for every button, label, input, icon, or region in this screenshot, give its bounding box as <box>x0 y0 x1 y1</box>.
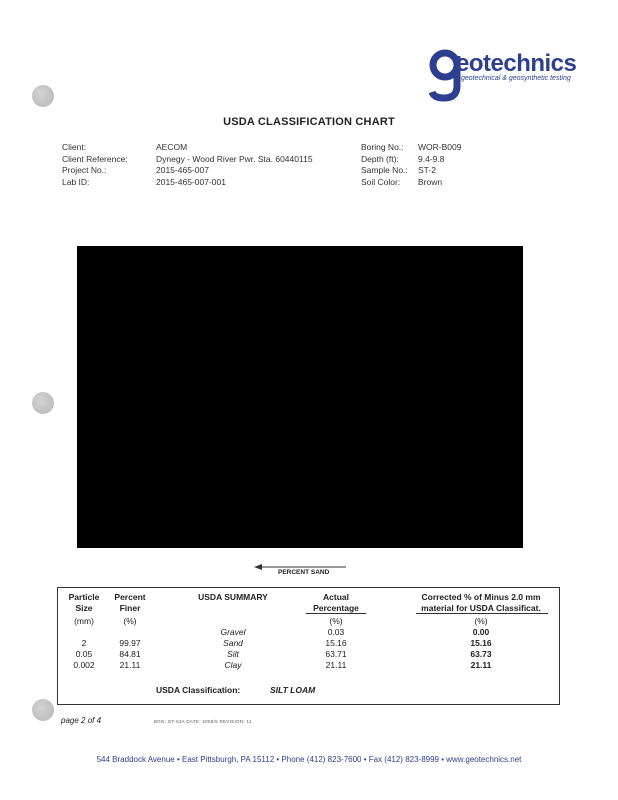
row-clay-name: Clay <box>224 660 242 670</box>
info-right-values <box>418 142 461 188</box>
header-percent-line1: Percent <box>114 592 146 602</box>
header-actual-line1: Actual <box>323 592 349 602</box>
classification-label: USDA Classification: <box>156 685 241 695</box>
row-sand-corrected: 15.16 <box>470 638 492 648</box>
soil-color-value: Brown <box>418 176 443 187</box>
lab-id-value: 2015-465-007-001 <box>156 176 226 187</box>
row-clay-size: 0.002 <box>73 660 95 670</box>
punch-hole-bottom <box>32 699 54 721</box>
soil-color-label: Soil Color: <box>361 176 401 187</box>
row-sand-actual: 15.16 <box>325 638 347 648</box>
header-actual-percentage <box>296 592 376 614</box>
row-silt-size: 0.05 <box>75 649 93 659</box>
project-no-label: Project No.: <box>62 165 107 175</box>
page-number: page 2 of 4 <box>61 716 102 725</box>
geotechnics-logo <box>428 44 588 106</box>
header-usda-summary: USDA SUMMARY <box>198 592 268 602</box>
depth-value: 9.4-9.8 <box>418 153 445 164</box>
lab-id-label: Lab ID: <box>62 176 90 187</box>
row-silt-actual: 63.71 <box>325 649 347 659</box>
unit-particle: (mm) <box>74 616 94 626</box>
header-particle-line1: Particle <box>68 592 100 602</box>
client-label: Client: <box>62 142 87 152</box>
client-value: AECOM <box>156 142 188 152</box>
row-clay-actual: 21.11 <box>325 660 347 670</box>
footer-address: 544 Braddock Avenue • East Pittsburgh, PA 15112 • Phone (412) 823-7600 • Fax (412) 823-8999 • www.geotechnics.net <box>96 755 522 764</box>
unit-actual: (%) <box>329 616 343 626</box>
row-gravel-name: Gravel <box>220 627 246 637</box>
unit-percent: (%) <box>123 616 137 626</box>
punch-hole-middle <box>32 392 54 414</box>
header-particle-size <box>58 592 110 614</box>
corrected-header-underline <box>416 613 548 614</box>
header-actual-line2: Percentage <box>313 603 359 613</box>
header-corrected-line2: material for USDA Classificat. <box>421 603 541 613</box>
logo-wordmark: eotechnics <box>456 50 577 77</box>
client-reference-label: Client Reference: <box>62 153 128 164</box>
row-clay-finer: 21.11 <box>119 660 141 670</box>
percent-sand-label: PERCENT SAND <box>278 569 330 576</box>
row-sand-size: 2 <box>81 638 87 648</box>
boring-no-label: Boring No.: <box>361 142 404 152</box>
info-right-labels <box>361 142 408 188</box>
depth-label: Depth (ft): <box>361 153 399 164</box>
page-title: USDA CLASSIFICATION CHART <box>223 116 395 128</box>
sample-no-value: ST-2 <box>418 165 436 175</box>
row-silt-finer: 84.81 <box>119 649 141 659</box>
header-corrected-percent <box>410 592 552 614</box>
row-clay-corrected: 21.11 <box>470 660 492 670</box>
actual-header-underline <box>306 613 366 614</box>
row-gravel-actual: 0.03 <box>327 627 345 637</box>
info-left-labels <box>62 142 128 188</box>
usda-summary-table <box>57 587 560 705</box>
logo-tagline: geotechnical & geosynthetic testing <box>461 75 571 82</box>
unit-corrected: (%) <box>474 616 488 626</box>
header-percent-line2: Finer <box>119 603 141 613</box>
row-sand-finer: 99.97 <box>119 638 141 648</box>
row-sand-name: Sand <box>223 638 243 648</box>
form-code: BGN: GT-63A DATE: 2008/5 REVISION: 11 <box>154 719 252 724</box>
row-silt-corrected: 63.73 <box>470 649 492 659</box>
client-reference-value: Dynegy - Wood River Pwr. Sta. 60440115 <box>156 153 313 164</box>
punch-hole-top <box>32 85 54 107</box>
row-silt-name: Silt <box>227 649 239 659</box>
header-particle-line2: Size <box>75 603 93 613</box>
boring-no-value: WOR-B009 <box>418 142 462 152</box>
sample-no-label: Sample No.: <box>361 165 408 175</box>
header-corrected-line1: Corrected % of Minus 2.0 mm <box>421 592 541 602</box>
header-percent-finer <box>104 592 156 614</box>
row-gravel-corrected: 0.00 <box>472 627 490 637</box>
info-left-values <box>156 142 313 188</box>
usda-texture-triangle-chart <box>77 246 523 548</box>
classification-value: SILT LOAM <box>270 685 316 695</box>
project-no-value: 2015-465-007 <box>156 165 209 175</box>
